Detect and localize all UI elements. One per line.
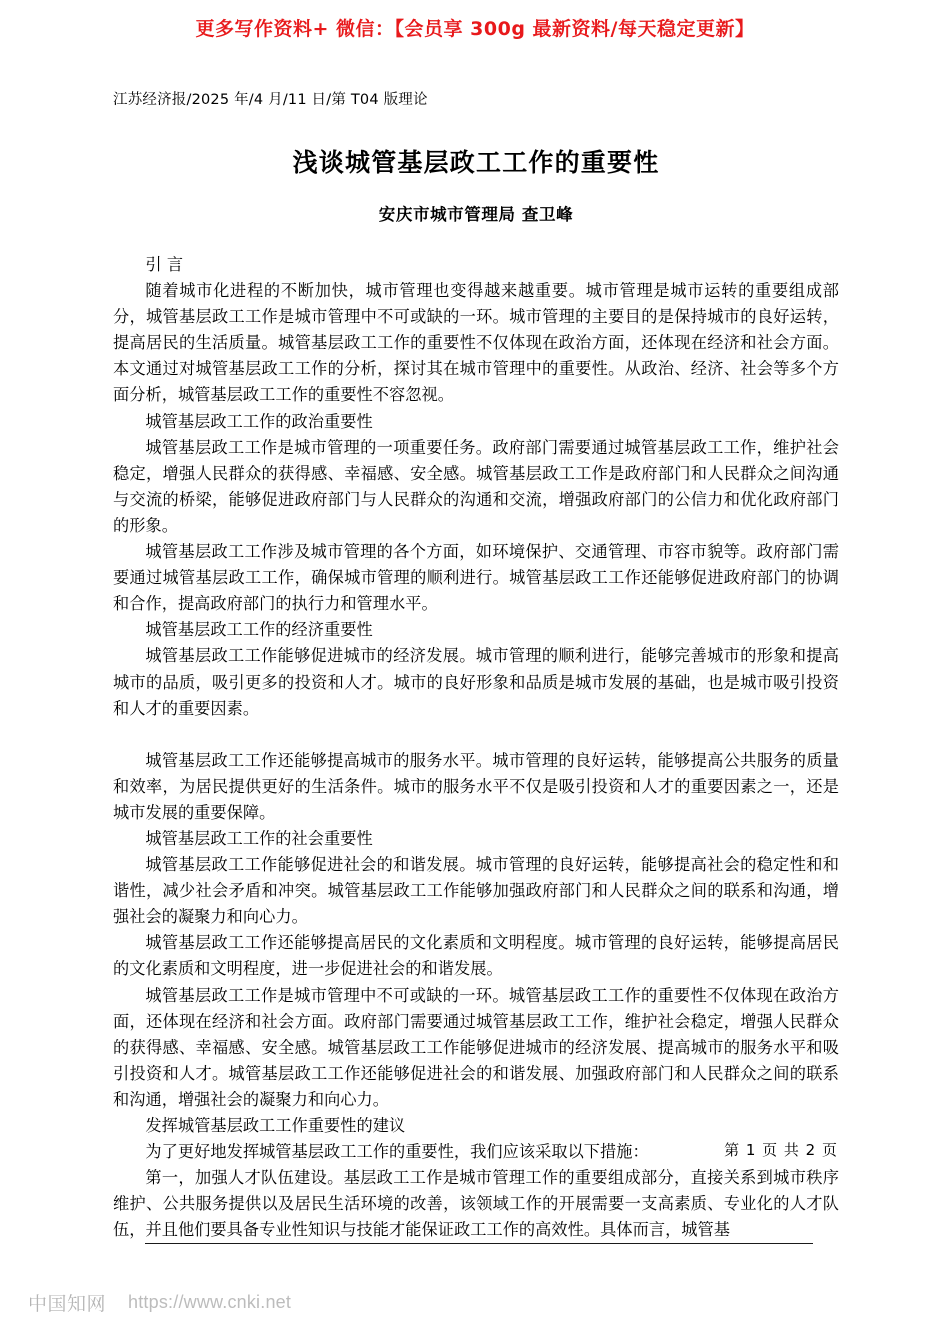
paragraph-social-2: 城管基层政工工作还能够提高居民的文化素质和文明程度。城市管理的良好运转，能够提高居民的文化素质和文明程度，进一步促进社会的和谐发展。 — [113, 933, 839, 979]
article-container — [113, 88, 839, 1243]
promo-banner: 更多写作资料+ 微信：【会员享 300g 最新资料/每天稳定更新】 — [195, 18, 755, 40]
paragraph-suggestion-item-1: 第一，加强人才队伍建设。基层政工工作是城市管理工作的重要组成部分，直接关系到城市秩序维护、公共服务提供以及居民生活环境的改善，该领域工作的开展需要一支高素质、专业化的人才队伍，并且他们要具备专业性知识与技能才能保证政工工作的高效性。具体而言，城管基 — [113, 1168, 839, 1240]
paragraph-social-1: 城管基层政工工作能够促进社会的和谐发展。城市管理的良好运转，能够提高社会的稳定性和和谐性，减少社会矛盾和冲突。城管基层政工工作能够加强政府部门和人民群众之间的联系和沟通，增强社会的凝聚力和向心力。 — [113, 855, 839, 927]
footer-divider — [145, 1243, 813, 1244]
source-line: 江苏经济报/2025 年/4 月/11 日/第 T04 版理论 — [113, 92, 428, 108]
paragraph-political-2: 城管基层政工工作涉及城市管理的各个方面，如环境保护、交通管理、市容市貌等。政府部门需要通过城管基层政工工作，确保城市管理的顺利进行。城管基层政工工作还能够促进政府部门的协调和合作，提高政府部门的执行力和管理水平。 — [113, 542, 839, 614]
paragraph-suggestion-intro: 为了更好地发挥城管基层政工工作的重要性，我们应该采取以下措施： — [145, 1142, 649, 1162]
section-heading-suggestions: 发挥城管基层政工工作重要性的建议 — [145, 1116, 406, 1135]
section-heading-intro: 引 言 — [145, 255, 184, 274]
section-heading-economic: 城管基层政工工作的经济重要性 — [145, 620, 373, 640]
section-heading-political: 城管基层政工工作的政治重要性 — [145, 411, 373, 431]
paragraph-political-1: 城管基层政工工作是城市管理的一项重要任务。政府部门需要通过城管基层政工工作，维护社会稳定，增强人民群众的获得感、幸福感、安全感。城管基层政工工作是政府部门和人民群众之间沟通与交流的桥梁，能够促进政府部门与人民群众的沟通和交流，增强政府部门的公信力和优化政府部门的形象。 — [113, 437, 839, 535]
section-heading-social: 城管基层政工工作的社会重要性 — [145, 828, 373, 848]
paragraph-economic-2: 城管基层政工工作还能够提高城市的服务水平。城市管理的良好运转，能够提高公共服务的质量和效率，为居民提供更好的生活条件。城市的服务水平不仅是吸引投资和人才的重要因素之一，还是城市发展的重要保障。 — [113, 750, 839, 822]
cnki-logo-text: 中国知网 — [28, 1293, 107, 1315]
paragraph-economic-1: 城管基层政工工作能够促进城市的经济发展。城市管理的顺利进行，能够完善城市的形象和提高城市的品质，吸引更多的投资和人才。城市的良好形象和品质是城市发展的基础，也是城市吸引投资和人才的重要因素。 — [113, 646, 839, 718]
cnki-url-text: https://www.cnki.net — [128, 1292, 292, 1312]
byline: 安庆市城市管理局 查卫峰 — [378, 205, 574, 224]
paragraph-intro-body: 随着城市化进程的不断加快，城市管理也变得越来越重要。城市管理是城市运转的重要组成部分，城管基层政工工作是城市管理中不可或缺的一环。城市管理的主要目的是保持城市的良好运转，提高居民的生活质量。城管基层政工工作的重要性不仅体现在政治方面，还体现在经济和社会方面。本文通过对城管基层政工工作的分析，探讨其在城市管理中的重要性。从政治、经济、社会等多个方面分析，城管基层政工工作的重要性不容忽视。 — [113, 281, 839, 405]
cnki-watermark — [28, 1289, 291, 1316]
body-text — [113, 252, 839, 1243]
page-number: 第 1 页 共 2 页 — [724, 1141, 838, 1159]
page-title: 浅谈城管基层政工工作的重要性 — [292, 148, 660, 177]
paragraph-summary: 城管基层政工工作是城市管理中不可或缺的一环。城管基层政工工作的重要性不仅体现在政治方面，还体现在经济和社会方面。政府部门需要通过城管基层政工工作，维护社会稳定，增强人民群众的获得感、幸福感、安全感。城管基层政工工作能够促进城市的经济发展、提高城市的服务水平和吸引投资和人才。城管基层政工工作还能够促进社会的和谐发展、加强政府部门和人民群众之间的联系和沟通，增强社会的凝聚力和向心力。 — [113, 985, 839, 1109]
